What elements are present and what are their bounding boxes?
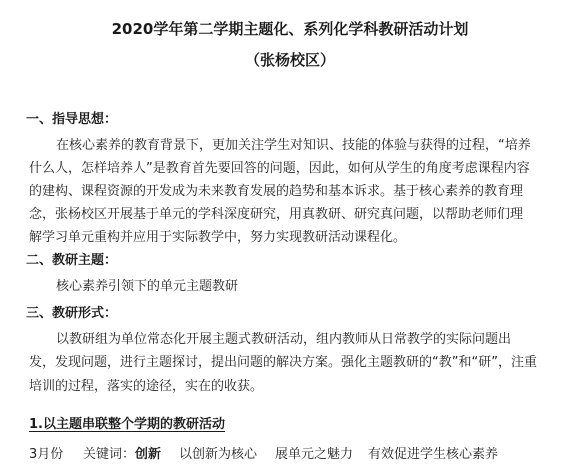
document-subtitle: （张杨校区）	[244, 51, 335, 69]
schedule-theme-part2: 展单元之魅力	[275, 447, 354, 462]
section-heading-guiding-thought: 一、指导思想：	[26, 112, 118, 127]
paragraph-line: 念，张杨校区开展基于单元的学科深度研究，用真教研、研究真问题，以帮助老师们理	[29, 207, 524, 222]
subheading-semester-theme: 1.以主题串联整个学期的教研活动	[29, 417, 225, 432]
paragraph-line: 解学习单元重构并应用于实际教学中，努力实现教研活动课程化。	[29, 230, 407, 245]
paragraph-line: 什么人，怎样培养人”是教育首先要回答的问题，因此，如何从学生的角度考虑课程内容	[29, 161, 530, 176]
schedule-month: 3月份	[29, 447, 64, 462]
schedule-theme-part3: 有效促进学生核心素养	[368, 447, 499, 462]
paragraph-line: 在核心素养的教育背景下，更加关注学生对知识、技能的体验与获得的过程，“培养	[56, 138, 531, 153]
schedule-row	[29, 446, 569, 464]
paragraph-line: 核心素养引领下的单元主题教研	[56, 279, 239, 294]
schedule-theme-part1: 以创新为核心	[179, 447, 258, 462]
paragraph-line: 发，发现问题，进行主题探讨，提出问题的解决方案。强化主题教研的“教”和“研”，注重	[29, 355, 537, 370]
paragraph-line: 以教研组为单位常态化开展主题式教研活动，组内教师从日常教学的实际问题出	[56, 332, 512, 347]
document-title: 2020学年第二学期主题化、系列化学科教研活动计划	[111, 20, 469, 38]
paragraph-line: 培训的过程，落实的途径，实在的收获。	[29, 379, 264, 394]
schedule-keyword: 创新	[135, 447, 162, 462]
paragraph-line: 的建构、课程资源的开发成为未来教育发展的趋势和基本诉求。基于核心素养的教育理	[29, 184, 524, 199]
section-heading-research-form: 三、教研形式：	[26, 306, 118, 321]
schedule-keyword-label: 关键词：	[83, 447, 136, 462]
section-heading-research-theme: 二、教研主题：	[26, 253, 118, 268]
